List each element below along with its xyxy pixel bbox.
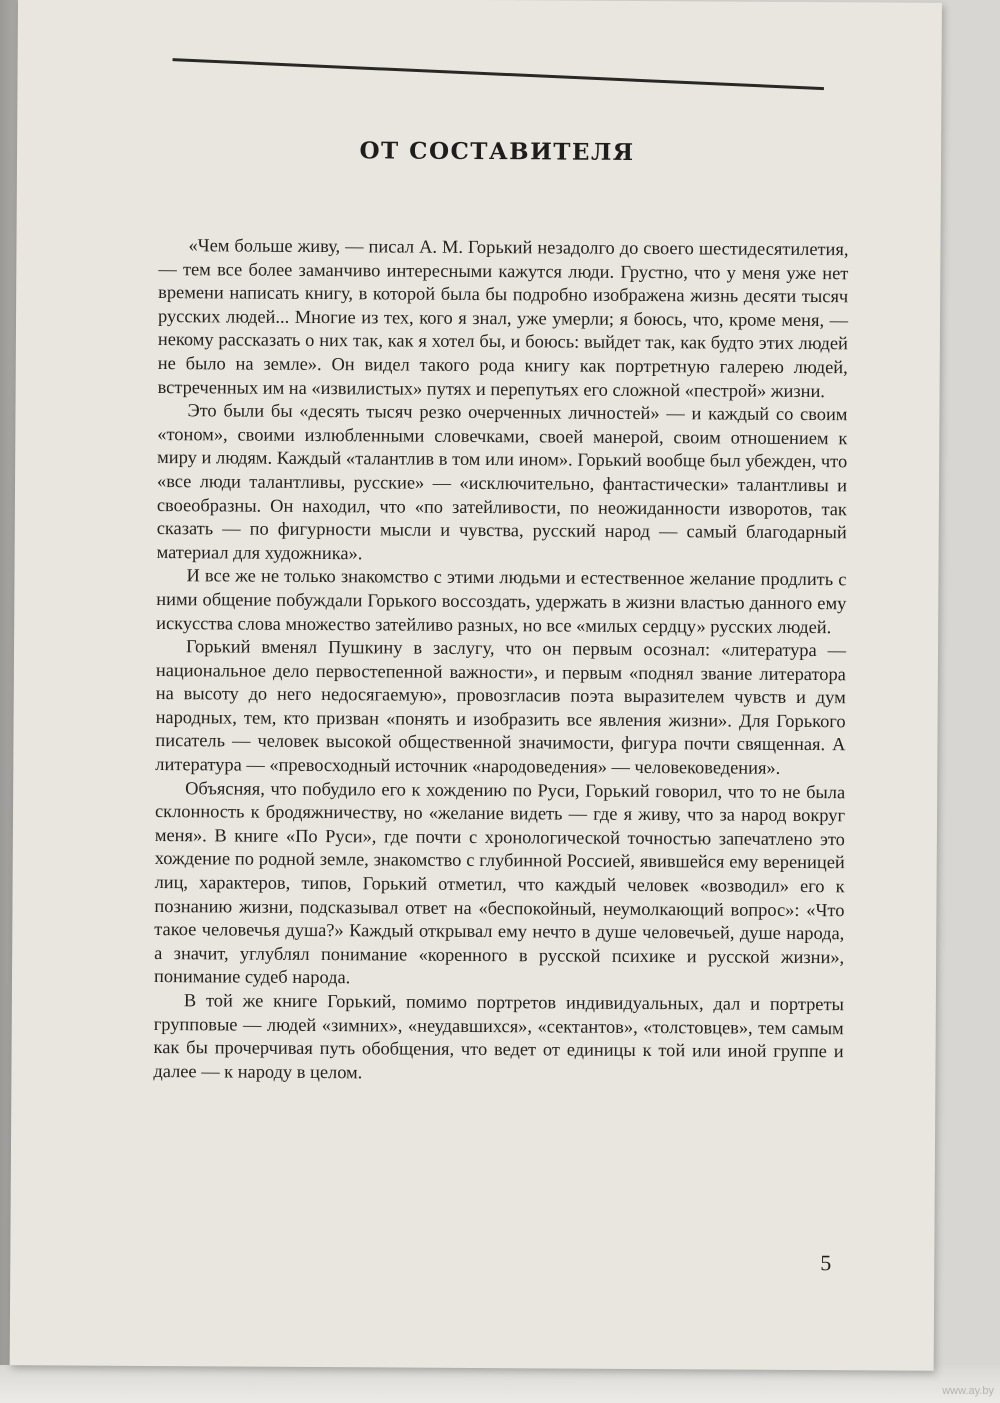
page-title: ОТ СОСТАВИТЕЛЯ xyxy=(359,137,635,166)
book-page xyxy=(10,0,942,1371)
paragraph-1: «Чем больше живу, — писал А. М. Горький незадолго до своего шестидесятилетия, — тем все более заманчиво интересными кажутся люди. Грустно, что у меня уже нет времени написать книгу, в которой была бы подробно изображена жизнь десяти тысяч русских людей... Многие из тех, кого я знал, уже умерли; я боюсь, что, кроме меня, — некому рассказать о них так, как я хотел бы, и боюсь: выйдет так, как будто этих людей не было на земле». Он видел такого рода книгу как портретную галерею людей, встреченных им на «извилистых» путях и перепутьях его сложной «пестрой» жизни. xyxy=(157,235,849,401)
watermark: www.ay.by xyxy=(942,1385,994,1397)
paragraph-5: Объясняя, что побудило его к хождению по Руси, Горький говорил, что то не была склонность к бродяжничеству, но «желание видеть — где я живу, что за народ вокруг меня». В книге «По Руси», где почти с хронологической точностью запечатлено это хождение по родной земле, знакомство с глубинной Россией, явившейся ему вереницей лиц, характеров, типов, Горький отметил, что каждый человек «возводил» его к познанию жизни, подсказывал ответ на «беспокойный, неумолкающий вопрос»: «Что такое человечья душа?» Каждый открывал ему нечто в душе человечьей, душе народа, а значит, углублял понимание «коренного в русской психике и русской жизни», понимание судеб народа. xyxy=(153,777,846,988)
paragraph-4: Горький вменял Пушкину в заслугу, что он первым осознал: «литература — национальное дело первостепенной важности», и первым «поднял звание литератора на высоту до него недосягаемую», провозгласив поэта выразителем чувств и дум народных, тем, кто призван «понять и изобразить все явления жизни». Для Горького писатель — человек высокой общественной значимости, фигура почти священная. А литература — «превосходный источник «народоведения» — человековедения». xyxy=(155,636,847,778)
page-number: 5 xyxy=(820,1250,832,1276)
paragraph-6: В той же книге Горький, помимо портретов индивидуальных, дал и портреты групповые — людей «зимних», «неудавшихся», «сектантов», «толстовцев», тем самым как бы прочерчивая путь обобщения, что ведет от единицы к той или иной группе и далее — к народу в целом. xyxy=(153,990,844,1083)
header-rule xyxy=(173,58,824,90)
paragraph-3: И все же не только знакомство с этими людьми и естественное желание продлить с ними общение побуждали Горького воссоздать, удержать в жизни властью данного ему искусства слова множество затейливо разных, но все «милых сердцу» русских людей. xyxy=(156,565,847,637)
paragraph-2: Это были бы «десять тысяч резко очерченных личностей» — и каждый со своим «тоном», своими излюбленными словечками, своей манерой, своим отношением к миру и людям. Каждый «талантлив в том или ином». Горький вообще был убежден, что «все люди талантливы, русские» — «исключительно, фантастически» талантливы и своеобразны. Он находил, что «по затейливости, по неожиданности изворотов, так сказать — по фигурности мысли и чувства, русский народ — самый благодарный материал для художника». xyxy=(156,400,848,564)
background-bottom-surface xyxy=(0,1365,1000,1403)
body-text xyxy=(153,234,848,1088)
